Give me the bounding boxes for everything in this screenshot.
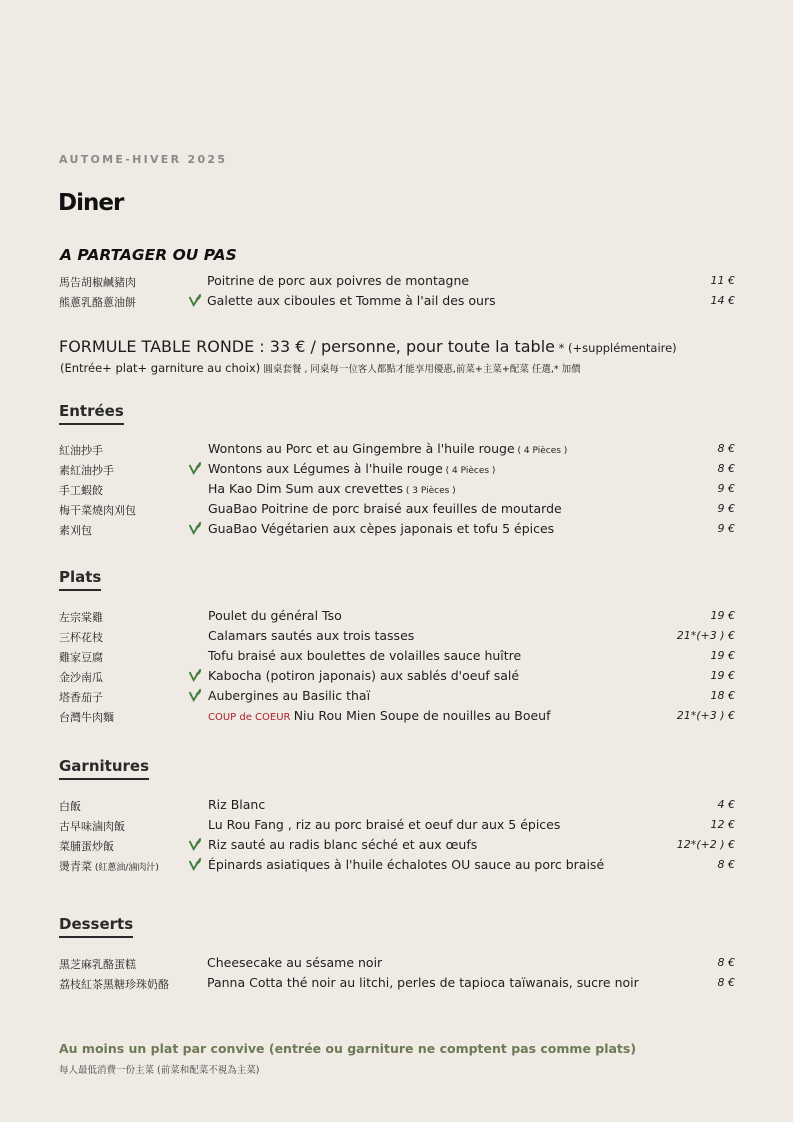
formule-line [59,337,677,356]
menu-item [59,440,735,460]
item-french-name: Riz Blanc [208,797,266,812]
item-price: 12*(+2 ) € [676,838,735,851]
item-french-name: Riz sauté au radis blanc séché et aux œufs [208,837,478,852]
menu-item [59,520,735,540]
item-french-name: Aubergines au Basilic thaï [208,688,371,703]
menu-item [59,974,735,994]
vegetarian-leaf-icon [189,858,202,871]
menu-title: Diner [58,190,124,216]
menu-item [59,687,735,707]
item-french-name [208,481,456,496]
item-french-name [208,461,495,476]
section-underline [59,423,124,425]
formule-text: FORMULE TABLE RONDE : 33 € / personne, pour toute la table [59,337,555,356]
item-chinese-name: 馬告胡椒鹹豬肉 [59,276,136,289]
section-underline [59,778,149,780]
formule-chinese: 圓桌套餐 , 同桌每一位客人都點才能享用優惠,前菜+主菜+配菜 任選,* 加價 [260,364,581,375]
menu-item [59,607,735,627]
item-price: 21*(+3 ) € [676,629,735,642]
item-chinese-name: 塔香茄子 [59,691,103,704]
vegetarian-leaf-icon [189,294,202,307]
item-chinese-name: 手工蝦餃 [59,484,103,497]
footer-note: Au moins un plat par convive (entrée ou garniture ne comptent pas comme plats) [59,1041,637,1056]
vegetarian-leaf-icon [189,838,202,851]
vegetarian-leaf-icon [189,689,202,702]
item-chinese-name: 古早味滷肉飯 [59,820,125,833]
menu-item [59,816,735,836]
item-price: 19 € [710,609,735,622]
menu-item [59,647,735,667]
item-pieces: ( 4 Pièces ) [514,446,568,456]
menu-item [59,480,735,500]
vegetarian-leaf-icon [189,462,202,475]
section-heading-entrees [59,402,124,425]
section-heading-partager: A PARTAGER OU PAS [60,246,237,264]
item-price: 8 € [717,858,735,871]
item-price: 9 € [717,502,735,515]
formule-details [60,361,581,375]
item-chinese-name: 左宗棠雞 [59,611,103,624]
section-underline [59,936,133,938]
item-price: 4 € [717,798,735,811]
item-chinese-name: 荔枝紅茶黑糖珍珠奶酪 [59,978,169,991]
section-heading-plats [59,568,101,591]
item-french-text: Ha Kao Dim Sum aux crevettes [208,481,404,496]
item-french-text: Wontons aux Légumes à l'huile rouge [208,461,443,476]
item-price: 8 € [717,956,735,969]
item-pieces: ( 3 Pièces ) [403,486,456,496]
item-chinese-name: 紅油抄手 [59,444,103,457]
item-price: 11 € [710,274,735,287]
formule-note: * (+supplémentaire) [554,341,677,355]
item-chinese-name: 金沙南瓜 [59,671,103,684]
item-chinese-name: 黑芝麻乳酪蛋糕 [59,958,136,971]
item-chinese-name: 台灣牛肉麵 [59,711,114,724]
menu-item [59,836,735,856]
item-french-name: GuaBao Poitrine de porc braisé aux feuilles de moutarde [208,501,562,516]
menu-item [59,707,735,727]
coup-de-coeur-badge: COUP de COEUR [208,712,294,723]
item-price: 18 € [710,689,735,702]
item-price: 8 € [717,442,735,455]
menu-item [59,500,735,520]
menu-item [59,272,735,292]
section-title: Entrées [59,402,124,420]
item-french-name: Tofu braisé aux boulettes de volailles sauce huître [208,648,522,663]
formule-choice: (Entrée+ plat+ garniture au choix) [60,361,261,375]
season-label: AUTOME-HIVER 2025 [59,153,228,166]
vegetarian-leaf-icon [189,522,202,535]
item-french-name: Épinards asiatiques à l'huile échalotes OU sauce au porc braisé [208,857,605,872]
item-chinese-name: 素紅油抄手 [59,464,114,477]
item-price: 8 € [717,462,735,475]
item-chinese-name: 三杯花枝 [59,631,103,644]
item-chinese-name: 菜脯蛋炒飯 [59,840,114,853]
item-french-name: Lu Rou Fang , riz au porc braisé et oeuf dur aux 5 épices [208,817,561,832]
item-price: 14 € [710,294,735,307]
item-price: 21*(+3 ) € [676,709,735,722]
vegetarian-leaf-icon [189,669,202,682]
menu-item [59,954,735,974]
item-chinese-text: 燙青菜 [59,860,92,873]
item-price: 19 € [710,669,735,682]
section-heading-garnitures [59,757,149,780]
item-french-name: Panna Cotta thé noir au litchi, perles de tapioca taïwanais, sucre noir [207,975,639,990]
item-french-name: Poitrine de porc aux poivres de montagne [207,273,470,288]
section-underline [59,589,101,591]
item-french-name: Kabocha (potiron japonais) aux sablés d'oeuf salé [208,668,520,683]
item-price: 12 € [710,818,735,831]
menu-item [59,856,735,876]
item-french-name: Poulet du général Tso [208,608,342,623]
item-french-name [208,708,551,723]
item-french-name: Galette aux ciboules et Tomme à l'ail des ours [207,293,496,308]
item-chinese-name: 白飯 [59,800,81,813]
menu-item [59,460,735,480]
item-chinese-name: 雞家豆腐 [59,651,103,664]
item-chinese-name: 熊蔥乳酪蔥油餅 [59,296,136,309]
item-french-name: Calamars sautés aux trois tasses [208,628,415,643]
menu-item [59,667,735,687]
menu-item [59,627,735,647]
footer-note-chinese: 每人最低消費一份主菜 (前菜和配菜不視為主菜) [59,1065,260,1076]
item-price: 9 € [717,522,735,535]
section-title: Garnitures [59,757,149,775]
item-french-text: Niu Rou Mien Soupe de nouilles au Boeuf [293,708,551,723]
menu-item [59,292,735,312]
menu-item [59,796,735,816]
item-price: 9 € [717,482,735,495]
item-french-text: Wontons au Porc et au Gingembre à l'huile rouge [208,441,515,456]
item-pieces: ( 4 Pièces ) [442,466,496,476]
item-french-name [208,441,567,456]
section-title: Desserts [59,915,134,933]
section-title: Plats [59,568,102,586]
item-chinese-note: (紅蔥油/滷肉汁) [92,863,159,873]
item-chinese-name: 梅干菜燒肉刈包 [59,504,136,517]
item-chinese-name: 素刈包 [59,524,92,537]
item-chinese-name [59,858,159,874]
section-heading-desserts [59,915,133,938]
item-french-name: GuaBao Végétarien aux cèpes japonais et tofu 5 épices [208,521,555,536]
item-french-name: Cheesecake au sésame noir [207,955,383,970]
item-price: 8 € [717,976,735,989]
item-price: 19 € [710,649,735,662]
